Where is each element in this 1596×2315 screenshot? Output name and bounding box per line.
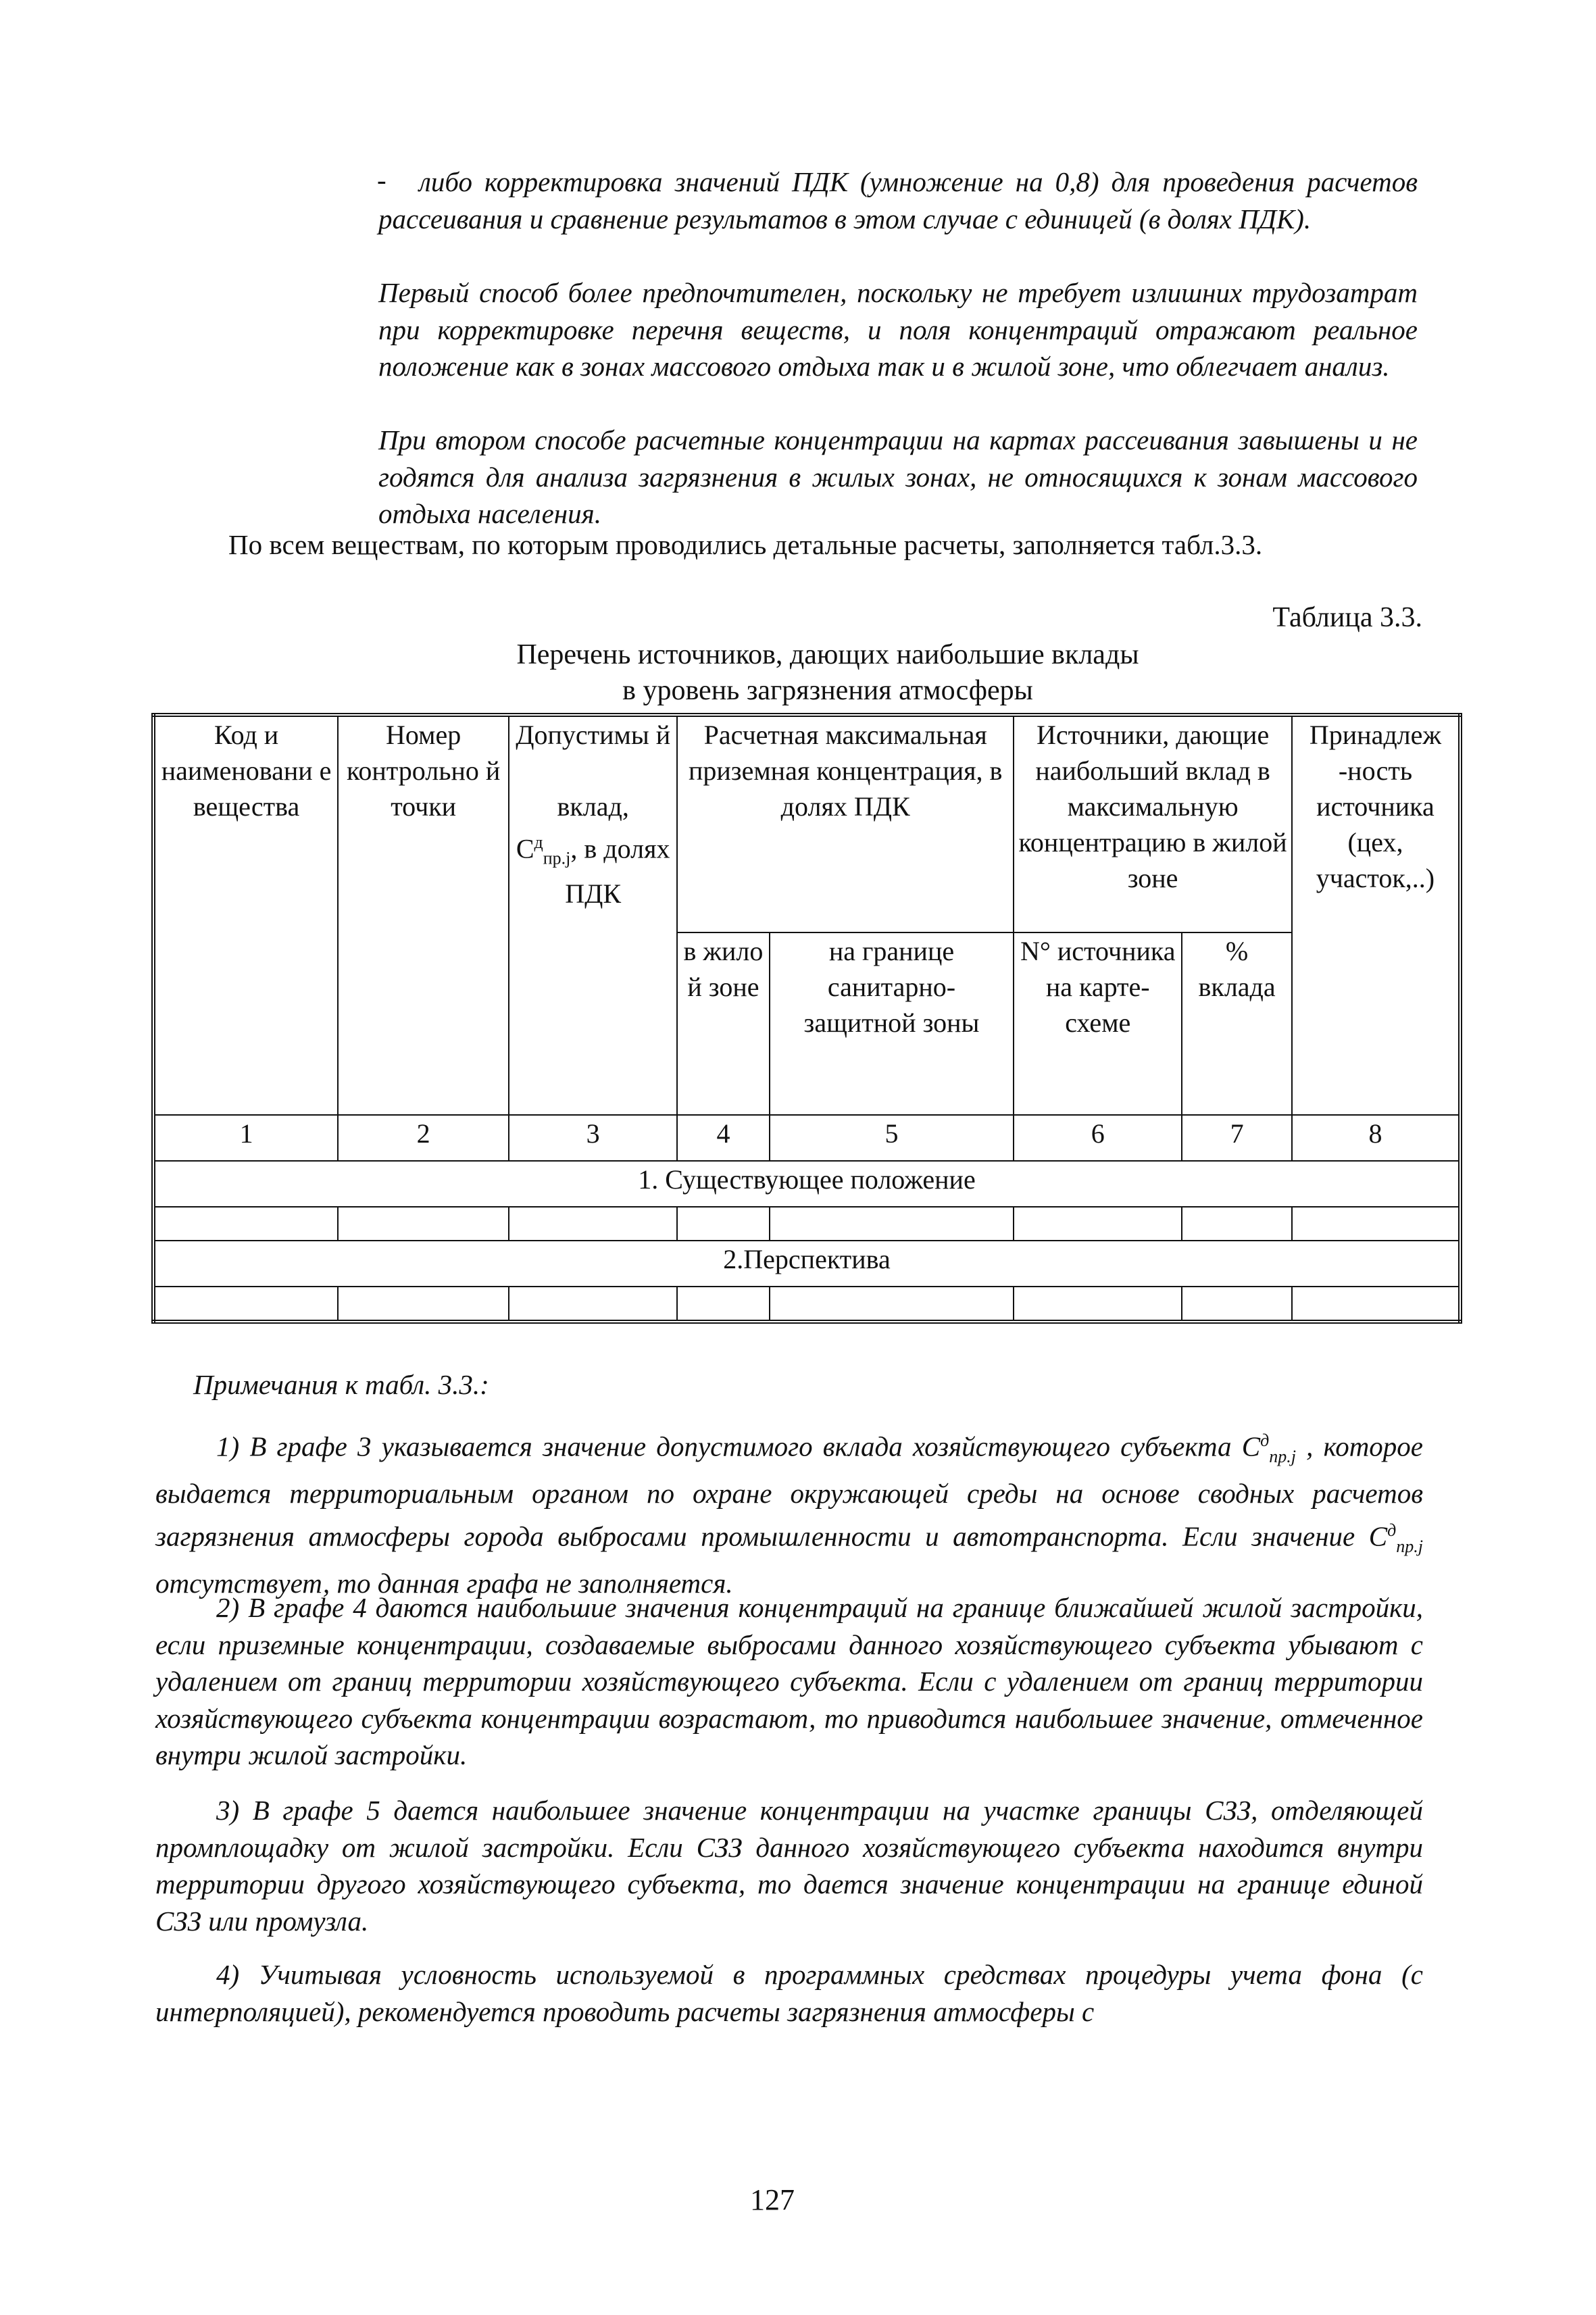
column-numbers-row bbox=[153, 1115, 1460, 1161]
section-perspective: 2.Перспектива bbox=[153, 1241, 1460, 1287]
note-1-sup: д bbox=[1260, 1430, 1270, 1450]
paragraph-first-way: Первый способ более предпочтителен, поскольку не требует излишних трудозатрат при корректировке перечня веществ, и поля концентраций отражают реальное положение как в зонах массового отдыха так и в жилой зоне, что облегчает анализ. bbox=[378, 277, 1418, 382]
header-allowed-d: , в долях ПДК bbox=[565, 833, 670, 910]
column-number: 7 bbox=[1182, 1115, 1292, 1161]
section-perspective-row bbox=[153, 1241, 1460, 1287]
page-number: 127 bbox=[750, 2183, 795, 2216]
bullet-text: либо корректировка значений ПДК (умножение на 0,8) для проведения расчетов рассеивания и сравнение результатов в этом случае с единицей (в долях ПДК). bbox=[378, 166, 1418, 234]
header-residential-zone: в жило й зоне bbox=[677, 932, 770, 1115]
header-substance: Код и наименовани е вещества bbox=[153, 715, 338, 1115]
table-cell bbox=[153, 1287, 338, 1322]
table-cell bbox=[1292, 1287, 1460, 1322]
note-1-text-c: отсутствует, то данная графа не заполняется. bbox=[155, 1568, 733, 1599]
table-cell bbox=[677, 1287, 770, 1322]
sources-table bbox=[151, 713, 1462, 1324]
column-number: 2 bbox=[338, 1115, 509, 1161]
note-1-text-a: 1) В графе 3 указывается значение допустимого вклада хозяйствующего субъекта bbox=[216, 1430, 1232, 1462]
table-cell bbox=[770, 1287, 1014, 1322]
header-allowed-sub: пр.j bbox=[543, 848, 571, 868]
note-1-symbol-2: С bbox=[1368, 1520, 1388, 1552]
note-1-text-b: , которое выдается территориальным органом по охране окружающей среды на основе сводных расчетов загрязнения атмосферы города выбросами промышленности и автотранспорта. Если значение bbox=[155, 1430, 1423, 1552]
table-title-line2: в уровень загрязнения атмосферы bbox=[622, 675, 1033, 706]
table-cell bbox=[677, 1207, 770, 1241]
column-number: 4 bbox=[677, 1115, 770, 1161]
note-1-symbol: С bbox=[1241, 1430, 1261, 1462]
table-cell bbox=[338, 1207, 509, 1241]
paragraph-fill-table: По всем веществам, по которым проводились детальные расчеты, заполняется табл.3.3. bbox=[228, 529, 1263, 560]
header-row-1 bbox=[153, 715, 1460, 932]
header-source-ownership: Принадлеж -ность источника (цех, участок,..) bbox=[1292, 715, 1460, 1115]
section-existing-row bbox=[153, 1161, 1460, 1207]
table-cell bbox=[509, 1287, 677, 1322]
table-cell bbox=[509, 1207, 677, 1241]
table-cell bbox=[1014, 1207, 1182, 1241]
header-control-point: Номер контрольно й точки bbox=[338, 715, 509, 1115]
table-cell bbox=[1014, 1287, 1182, 1322]
section-existing: 1. Существующее положение bbox=[153, 1161, 1460, 1207]
table-title-line1: Перечень источников, дающих наибольшие вклады bbox=[516, 639, 1139, 670]
header-allowed-a: Допустимы й bbox=[516, 720, 671, 750]
table-cell bbox=[770, 1207, 1014, 1241]
header-allowed-b: вклад, bbox=[557, 791, 629, 822]
header-source-number: N° источника на карте-схеме bbox=[1014, 932, 1182, 1115]
table-cell bbox=[1182, 1287, 1292, 1322]
table-label: Таблица 3.3. bbox=[1272, 602, 1422, 633]
note-3: 3) В графе 5 дается наибольшее значение концентрации на участке границы СЗЗ, отделяющей промплощадку от жилой застройки. Если СЗЗ данного хозяйствующего субъекта находится внутри территории другого хозяйствующего субъекта, то дается значение концентрации на границе единой СЗЗ или промузла. bbox=[155, 1795, 1423, 1937]
table-cell bbox=[1182, 1207, 1292, 1241]
bullet-dash: - bbox=[377, 164, 386, 195]
note-4: 4) Учитывая условность используемой в программных средствах процедуры учета фона (с интерполяцией), рекомендуется проводить расчеты загрязнения атмосферы с bbox=[155, 1959, 1423, 2027]
notes-title: Примечания к табл. 3.3.: bbox=[193, 1369, 489, 1400]
header-sanitary-zone: на границе санитарно-защитной зоны bbox=[770, 932, 1014, 1115]
table-row bbox=[153, 1287, 1460, 1322]
table-row bbox=[153, 1207, 1460, 1241]
paragraph-second-way: При втором способе расчетные концентрации на картах рассеивания завышены и не годятся для анализа загрязнения в жилых зонах, не относящихся к зонам массового отдыха населения. bbox=[378, 424, 1418, 529]
header-sources: Источники, дающие наибольший вклад в максимальную концентрацию в жилой зоне bbox=[1014, 715, 1292, 932]
table-cell bbox=[153, 1207, 338, 1241]
column-number: 8 bbox=[1292, 1115, 1460, 1161]
note-1-sup-2: д bbox=[1387, 1520, 1397, 1540]
header-max-concentration: Расчетная максимальная приземная концентрация, в долях ПДК bbox=[677, 715, 1014, 932]
header-allowed-symbol: С bbox=[516, 833, 534, 864]
note-2: 2) В графе 4 даются наибольшие значения концентраций на границе ближайшей жилой застройки, если приземные концентрации, создаваемые выбросами данного хозяйствующего субъекта убывают с удалением от границ территории хозяйствующего субъекта. Если с удалением от границ территории хозяйствующего субъекта концентрации возрастают, то приводится наибольшее значение, отмеченное внутри жилой застройки. bbox=[155, 1592, 1423, 1770]
header-allowed-sup: д bbox=[534, 832, 543, 852]
column-number: 5 bbox=[770, 1115, 1014, 1161]
header-allowed-contribution bbox=[509, 715, 677, 1115]
column-number: 3 bbox=[509, 1115, 677, 1161]
column-number: 1 bbox=[153, 1115, 338, 1161]
header-contribution-percent: % вклада bbox=[1182, 932, 1292, 1115]
note-1-sub: пр.j bbox=[1269, 1446, 1296, 1466]
note-1 bbox=[155, 1422, 1423, 1602]
table-cell bbox=[338, 1287, 509, 1322]
column-number: 6 bbox=[1014, 1115, 1182, 1161]
note-1-sub-2: пр.j bbox=[1396, 1536, 1423, 1556]
table-cell bbox=[1292, 1207, 1460, 1241]
